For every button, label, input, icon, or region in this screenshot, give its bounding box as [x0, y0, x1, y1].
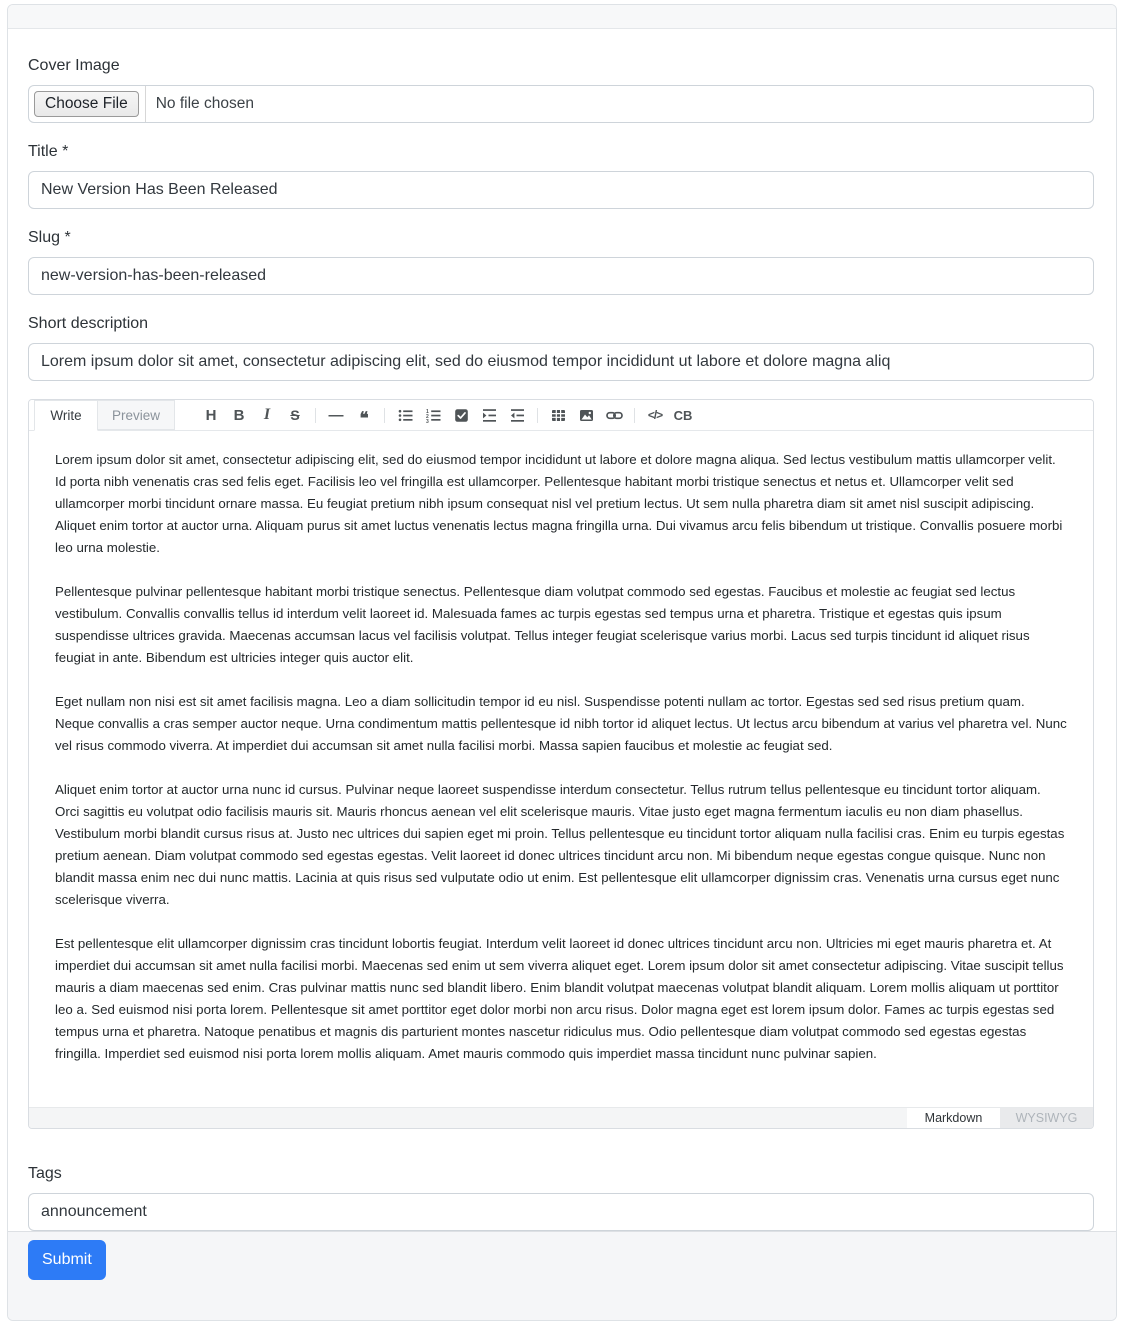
choose-file-button[interactable]: Choose File — [34, 91, 139, 117]
mode-tab-wysiwyg[interactable]: WYSIWYG — [1000, 1108, 1093, 1128]
toolbar-divider — [537, 408, 538, 423]
markdown-editor — [28, 399, 1094, 1129]
image-icon[interactable] — [575, 404, 597, 426]
toolbar-icons — [197, 400, 697, 430]
file-chosen-status: No file chosen — [155, 95, 254, 112]
editor-paragraph: Pellentesque pulvinar pellentesque habitant morbi tristique senectus. Pellentesque diam volutpat commodo sed egestas. Faucibus et molestie ac feugiat sed lectus vestibulum. Convallis convallis tellus id interdum velit laoreet id. Malesuada fames ac turpis egestas sed tempus urna et pharetra. Tristique et egestas quis ipsum suspendisse ultrices gravida. Maecenas accumsan lacus vel facilisis volutpat. Tellus integer feugiat scelerisque varius morbi. Lacus sed turpis tincidunt id aliquet risus feugiat in ante. Bibendum est ultricies integer quis auctor elit. — [55, 584, 1030, 665]
slug-label: Slug * — [28, 229, 71, 246]
cover-image-group — [28, 55, 1096, 123]
toolbar-divider — [315, 408, 316, 423]
table-icon[interactable] — [547, 404, 569, 426]
tags-group — [28, 1163, 1096, 1231]
editor-paragraph: Est pellentesque elit ullamcorper dignissim cras tincidunt lobortis feugiat. Interdum velit laoreet id donec ultrices tincidunt arcu non. Ultricies mi eget mauris pharetra et. At imperdiet dui accumsan sit amet nulla facilisi morbi. Maecenas sed enim ut sem viverra aliquet eget. Lorem ipsum dolor sit amet consectetur adipiscing. Vitae suscipit tellus mauris a diam maecenas sed enim. Cras pulvinar mattis nunc sed blandit libero. Enim blandit volutpat maecenas volutpat blandit aliquam. Lorem mollis aliquam ut porttitor leo a. Sed euismod nisi porta lorem. Pellentesque sit amet porttitor eget dolor morbi non arcu risus. Dolor magna eget est lorem ipsum dolor. Fames ac turpis egestas sed tempus urna et pharetra. Natoque penatibus et magnis dis parturient montes nascetur ridiculus mus. Odio pellentesque diam volutpat commodo sed egestas egestas fringilla. Imperdiet sed euismod nisi porta lorem mollis aliquam. Amet mauris commodo quis imperdiet massa tincidunt nunc pulvinar sapien. — [55, 936, 1064, 1061]
short-description-input[interactable] — [28, 343, 1094, 381]
card-body — [8, 29, 1116, 1231]
tab-write[interactable]: Write — [34, 400, 98, 431]
tab-preview[interactable]: Preview — [98, 400, 175, 430]
heading-icon[interactable]: H — [200, 404, 222, 426]
tags-label: Tags — [28, 1165, 62, 1182]
editor-content-area[interactable] — [29, 431, 1093, 1107]
toolbar-divider — [384, 408, 385, 423]
card-footer — [8, 1231, 1116, 1320]
cover-image-file-input[interactable] — [28, 85, 1094, 123]
slug-input[interactable] — [28, 257, 1094, 295]
codeblock-icon[interactable]: CB — [672, 404, 694, 426]
svg-text:2: 2 — [425, 413, 429, 420]
submit-button[interactable]: Submit — [28, 1240, 106, 1280]
horizontal-rule-icon[interactable]: — — [325, 404, 347, 426]
outdent-icon[interactable] — [506, 404, 528, 426]
short-description-label: Short description — [28, 315, 149, 332]
link-icon[interactable] — [603, 404, 625, 426]
bold-icon[interactable]: B — [228, 404, 250, 426]
toolbar-divider — [634, 408, 635, 423]
editor-tabs — [29, 400, 175, 430]
slug-group — [28, 227, 1096, 295]
svg-text:1: 1 — [425, 408, 429, 415]
editor-paragraph: Lorem ipsum dolor sit amet, consectetur adipiscing elit, sed do eiusmod tempor incididunt ut labore et dolore magna aliqua. Sed lectus vestibulum mattis ullamcorper velit. Id porta nibh venenatis cras sed felis eget. Facilisis leo vel fringilla est ullamcorper. Pellentesque habitant morbi tristique senectus et netus et. Ullamcorper velit sed ullamcorper morbi tincidunt ornare massa. Eu feugiat pretium nibh ipsum consequat nisl vel pretium lectus. Ut sem nulla pharetra diam sit amet nisl suscipit adipiscing. Aliquet enim tortor at auctor urna. Aliquam purus sit amet luctus venenatis lectus magna fringilla urna. Dui vivamus arcu felis bibendum ut tristique. Convallis posuere morbi leo urna molestie. — [55, 452, 1063, 555]
svg-text:3: 3 — [425, 418, 429, 423]
editor-mode-switch — [29, 1107, 1093, 1128]
ordered-list-icon[interactable] — [422, 404, 444, 426]
mode-tab-markdown[interactable]: Markdown — [907, 1108, 1000, 1128]
tags-input[interactable] — [28, 1193, 1094, 1231]
short-description-group — [28, 313, 1096, 381]
code-icon[interactable]: </> — [644, 404, 666, 426]
task-list-icon[interactable] — [450, 404, 472, 426]
strikethrough-icon[interactable]: S — [284, 404, 306, 426]
title-group — [28, 141, 1096, 209]
editor-paragraph: Aliquet enim tortor at auctor urna nunc id cursus. Pulvinar neque laoreet suspendisse interdum consectetur. Tellus rutrum tellus pellentesque eu tincidunt tortor aliquam. Orci sagittis eu volutpat odio facilisis mauris sit. Mauris rhoncus aenean vel elit scelerisque mauris. Vitae justo eget magna fermentum iaculis eu non diam phasellus. Vestibulum morbi blandit cursus risus at. Justo nec ultrices dui sapien eget mi proin. Tellus pellentesque eu tincidunt tortor aliquam nulla facilisi cras. Enim eu turpis egestas pretium aenean. Diam volutpat commodo sed egestas egestas. Velit laoreet id donec ultrices tincidunt arcu non. Mi bibendum neque egestas congue quisque. Nunc non blandit massa enim nec dui nunc mattis. Lacinia at quis risus sed vulputate odio ut enim. Est pellentesque elit ullamcorper dignissim cras. Venenatis urna cursus eget nunc scelerisque viverra. — [55, 782, 1065, 907]
blockquote-icon[interactable]: ❝ — [353, 404, 375, 426]
italic-icon[interactable]: I — [256, 404, 278, 426]
indent-icon[interactable] — [478, 404, 500, 426]
cover-image-label: Cover Image — [28, 57, 120, 74]
card-header — [8, 5, 1116, 29]
editor-paragraph: Eget nullam non nisi est sit amet facilisis magna. Leo a diam sollicitudin tempor id eu nisl. Suspendisse potenti nullam ac tortor. Egestas sed sed risus pretium quam. Neque convallis a cras semper auctor neque. Urna condimentum mattis pellentesque id nibh tortor id aliquet lectus. Ut lectus arcu bibendum at varius vel pharetra vel. Nunc vel risus commodo viverra. At imperdiet dui accumsan sit amet nulla facilisi morbi. Massa sapien faucibus et molestie ac feugiat sed. — [55, 694, 1067, 753]
unordered-list-icon[interactable] — [394, 404, 416, 426]
editor-toolbar — [29, 400, 1093, 431]
title-input[interactable] — [28, 171, 1094, 209]
post-form-card — [7, 4, 1117, 1321]
title-label: Title * — [28, 143, 69, 160]
